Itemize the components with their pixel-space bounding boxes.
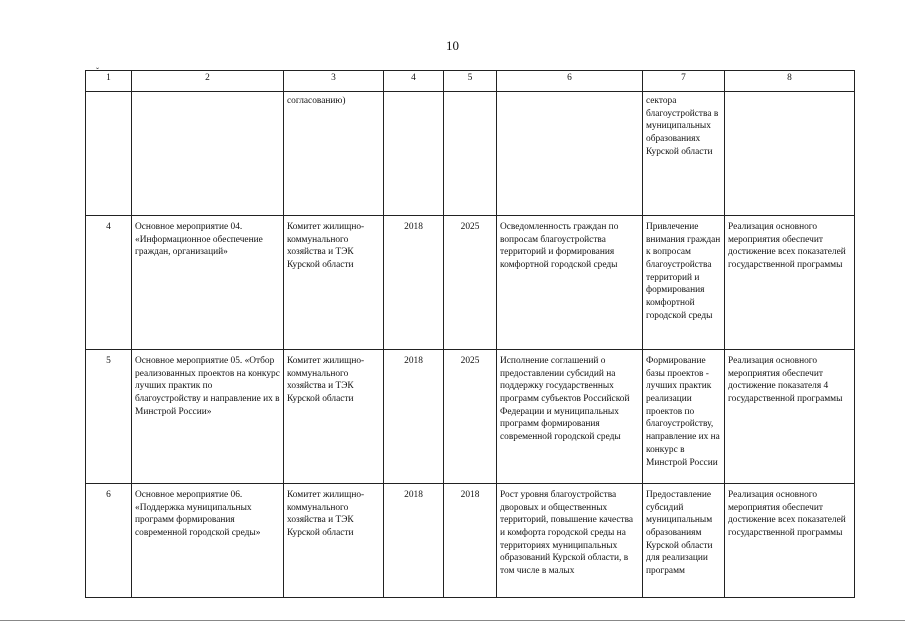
cell-empty — [497, 92, 643, 216]
cell-executor: Комитет жилищно-коммунального хозяйства и ТЭК Курской области — [284, 350, 384, 484]
table-row — [86, 350, 855, 484]
cell-start-year: 2018 — [384, 350, 444, 484]
corner-mark: ˇ — [96, 66, 99, 76]
cell-executor: Комитет жилищно-коммунального хозяйства и ТЭК Курской области — [284, 216, 384, 350]
cell-empty — [384, 92, 444, 216]
header-cell-4: 4 — [384, 71, 444, 92]
page-number: 10 — [446, 38, 459, 53]
page-bottom-rule — [0, 620, 905, 621]
cell-start-year: 2018 — [384, 484, 444, 598]
header-cell-6: 6 — [497, 71, 643, 92]
cell-end-year: 2025 — [444, 216, 497, 350]
table-row — [86, 484, 855, 598]
cell-executor: Комитет жилищно-коммунального хозяйства и ТЭК Курской области — [284, 484, 384, 598]
table-header-row — [86, 71, 855, 92]
header-cell-7: 7 — [643, 71, 725, 92]
cell-consequence: Предоставление субсидий муниципальным образованиям Курской области для реализации программ — [643, 484, 725, 598]
header-cell-2: 2 — [132, 71, 284, 92]
cell-event: Основное мероприятие 06. «Поддержка муниципальных программ формирования современной городской среды» — [132, 484, 284, 598]
cell-link: Реализация основного мероприятия обеспечит достижение показателя 4 государственной программы — [725, 350, 855, 484]
cell-number: 5 — [86, 350, 132, 484]
cell-result: Рост уровня благоустройства дворовых и общественных территорий, повышение качества и комфорта городской среды на территориях муниципальных образований Курской области, в том числе в малых — [497, 484, 643, 598]
cell-consequence-continuation: сектора благоустройства в муниципальных образованиях Курской области — [643, 92, 725, 216]
cell-executor-continuation: согласованию) — [284, 92, 384, 216]
cell-number: 6 — [86, 484, 132, 598]
table-row-continuation — [86, 92, 855, 216]
cell-event: Основное мероприятие 05. «Отбор реализованных проектов на конкурс лучших практик по благоустройству и направление их в Минстрой России» — [132, 350, 284, 484]
measures-table — [85, 70, 855, 598]
cell-result: Осведомленность граждан по вопросам благоустройства территорий и формирования комфортной городской среды — [497, 216, 643, 350]
cell-end-year: 2018 — [444, 484, 497, 598]
header-cell-8: 8 — [725, 71, 855, 92]
cell-empty — [86, 92, 132, 216]
cell-consequence: Формирование базы проектов - лучших практик реализации проектов по благоустройству, направление их на конкурс в Минстрой России — [643, 350, 725, 484]
cell-empty — [725, 92, 855, 216]
cell-consequence: Привлечение внимания граждан к вопросам благоустройства территорий и формирования комфортной городской среды — [643, 216, 725, 350]
cell-empty — [444, 92, 497, 216]
header-cell-3: 3 — [284, 71, 384, 92]
cell-result: Исполнение соглашений о предоставлении субсидий на поддержку государственных программ субъектов Российской Федерации и муниципальных программ формирования современной городской среды — [497, 350, 643, 484]
cell-event: Основное мероприятие 04. «Информационное обеспечение граждан, организаций» — [132, 216, 284, 350]
cell-link: Реализация основного мероприятия обеспечит достижение всех показателей государственной программы — [725, 484, 855, 598]
cell-empty — [132, 92, 284, 216]
header-cell-5: 5 — [444, 71, 497, 92]
header-cell-1: 1 — [86, 71, 132, 92]
cell-end-year: 2025 — [444, 350, 497, 484]
cell-start-year: 2018 — [384, 216, 444, 350]
cell-number: 4 — [86, 216, 132, 350]
table-row — [86, 216, 855, 350]
cell-link: Реализация основного мероприятия обеспечит достижение всех показателей государственной программы — [725, 216, 855, 350]
